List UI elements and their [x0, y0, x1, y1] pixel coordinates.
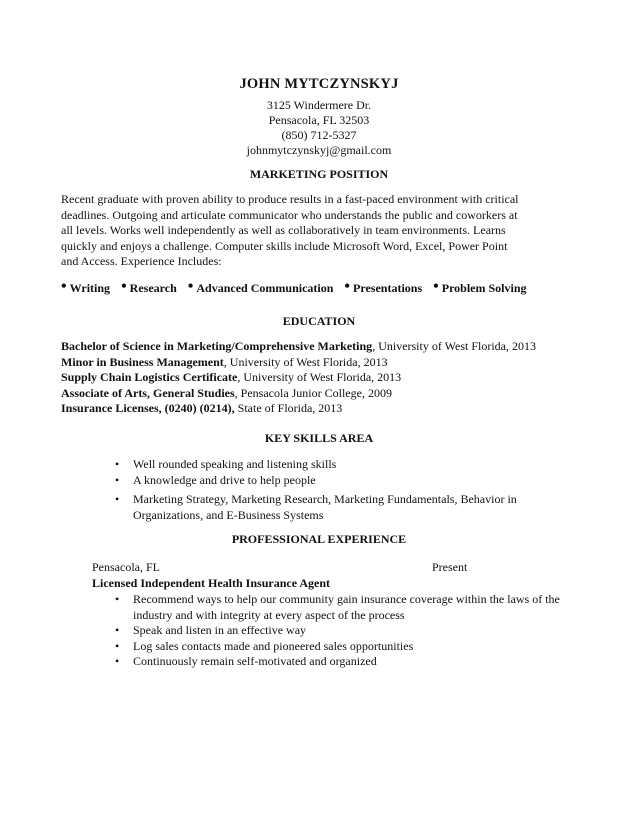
experience-title: Licensed Independent Health Insurance Agent — [92, 576, 331, 590]
skill-item: • Research — [121, 278, 177, 295]
bullet-icon: • — [61, 278, 67, 295]
education-list — [61, 339, 601, 417]
education-entry: Insurance Licenses, (0240) (0214), State of Florida, 2013 — [61, 401, 343, 415]
education-entry: Bachelor of Science in Marketing/Comprehensive Marketing, University of West Florida, 2013 — [61, 339, 536, 353]
skill-item: • Writing — [61, 278, 111, 295]
skill-item: • Problem Solving — [433, 278, 527, 295]
objective-line: all levels. Works well independently as well as collaboratively in team environments. Learns — [61, 223, 506, 237]
objective-line: Recent graduate with proven ability to produce results in a fast-paced environment with critical — [61, 192, 519, 206]
experience-header — [92, 560, 542, 575]
skill-item: • Presentations — [344, 278, 423, 295]
bullet-icon: • — [115, 457, 120, 471]
key-skills-heading: KEY SKILLS AREA — [264, 431, 374, 445]
bullet-icon: • — [121, 278, 127, 295]
bullet-icon: • — [115, 638, 120, 653]
experience-location: Pensacola, FL — [92, 560, 160, 574]
education-heading: EDUCATION — [282, 314, 356, 328]
list-item: • Continuously remain self-motivated and organized — [115, 654, 377, 668]
objective-line: and Access. Experience Includes: — [61, 254, 222, 268]
objective-line: deadlines. Outgoing and articulate communicator who understands the public and coworkers at — [61, 207, 518, 222]
experience-heading: PROFESSIONAL EXPERIENCE — [231, 532, 407, 546]
skills-row — [61, 278, 581, 296]
objective-paragraph — [61, 192, 551, 270]
list-item-continuation: Organizations, and E-Business Systems — [133, 507, 324, 522]
objective-heading: MARKETING POSITION — [249, 167, 389, 181]
bullet-icon: • — [115, 492, 120, 506]
key-skills-list — [115, 457, 565, 523]
bullet-icon: • — [115, 472, 120, 487]
bullet-icon: • — [344, 278, 351, 295]
experience-period: Present — [432, 560, 468, 574]
bullet-icon: • — [187, 278, 194, 295]
list-item-continuation: industry and with integrity at every aspect of the process — [133, 607, 405, 622]
email-address: johnmytczynskyj@gmail.com — [246, 143, 392, 157]
list-item: • Marketing Strategy, Marketing Research, Marketing Fundamentals, Behavior in — [115, 492, 517, 506]
candidate-name: JOHN MYTCZYNSKYJ — [239, 76, 399, 92]
phone-number: (850) 712-5327 — [281, 128, 357, 142]
address-line-1: 3125 Windermere Dr. — [266, 98, 372, 112]
list-item: • Speak and listen in an effective way — [115, 623, 307, 637]
bullet-icon: • — [115, 654, 120, 668]
bullet-icon: • — [115, 592, 120, 606]
list-item: • Well rounded speaking and listening skills — [115, 457, 337, 471]
skill-item: • Advanced Communication — [187, 278, 334, 295]
bullet-icon: • — [433, 278, 439, 295]
experience-list — [115, 592, 585, 670]
list-item: • Recommend ways to help our community gain insurance coverage within the laws of the — [115, 592, 560, 606]
education-entry: Minor in Business Management, University of West Florida, 2013 — [61, 354, 388, 369]
list-item: • A knowledge and drive to help people — [115, 472, 316, 487]
education-entry: Associate of Arts, General Studies, Pensacola Junior College, 2009 — [61, 385, 392, 400]
education-entry: Supply Chain Logistics Certificate, University of West Florida, 2013 — [61, 370, 402, 384]
bullet-icon: • — [115, 623, 120, 637]
objective-line: quickly and enjoys a challenge. Computer skills include Microsoft Word, Excel, Power Point — [61, 238, 508, 253]
list-item: • Log sales contacts made and pioneered sales opportunities — [115, 638, 414, 653]
address-line-2: Pensacola, FL 32503 — [268, 113, 370, 127]
